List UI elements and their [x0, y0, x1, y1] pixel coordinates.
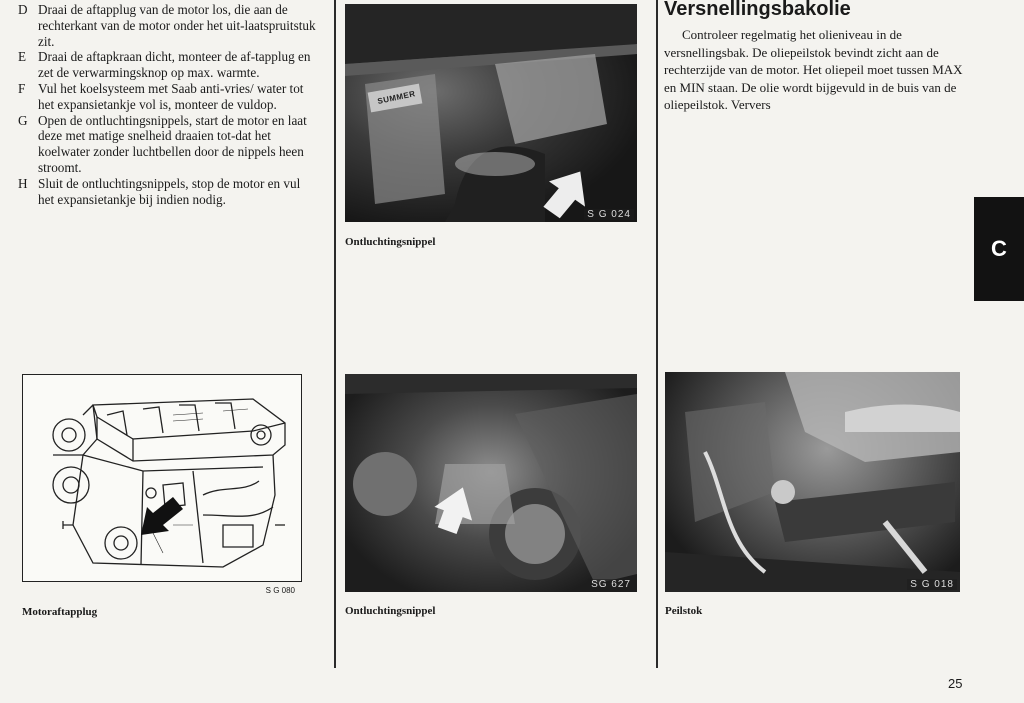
photo-bleed-nipple-top: [345, 4, 637, 222]
photo-scene: [345, 374, 637, 592]
step-text: Sluit de ontluchtingsnippels, stop de motor en vul het expansietankje bij indien nodig.: [38, 175, 301, 207]
step-letter: F: [18, 80, 26, 96]
step-letter: H: [18, 175, 28, 191]
photo-scene: [665, 372, 960, 592]
arrow-icon: [141, 497, 183, 535]
photo-top-caption: Ontluchtingsnippel: [345, 236, 436, 248]
figure-code: S G 018: [907, 579, 957, 590]
section-tab: C: [974, 197, 1024, 301]
steps-list: [18, 2, 318, 207]
photo-scene: [345, 4, 637, 222]
engine-drawing-caption: Motoraftapplug: [22, 606, 98, 618]
column-rule-left: [334, 0, 336, 668]
figure-code: S G 024: [584, 209, 634, 220]
step-letter: D: [18, 2, 28, 17]
page-number: 25: [948, 676, 963, 691]
step-e: [18, 49, 318, 81]
engine-illustration: [23, 375, 301, 581]
summer-label: SUMMER: [376, 89, 417, 106]
step-letter: G: [18, 112, 28, 128]
engine-drawing: [22, 374, 302, 595]
column-rule-right: [656, 0, 658, 668]
photo-bleed-nipple-bottom: [345, 374, 637, 592]
step-g: [18, 113, 318, 176]
step-letter: E: [18, 49, 27, 65]
step-h: [18, 176, 318, 208]
section-paragraph: Controleer regelmatig het olieniveau in de versnellingsbak. De oliepeilstok bevindt zicht aan de rechterzijde van de motor. Het oliepeil moet tussen MAX en MIN staan. De olie wordt bijgevuld in de buis van de oliepeilstok. Ververs: [664, 27, 963, 113]
step-f: [18, 81, 318, 113]
step-text: Vul het koelsysteem met Saab anti-vries/ water tot het expansietankje vol is, monteer de vuldop.: [38, 80, 304, 112]
step-text: Draai de aftapplug van de motor los, die aan de rechterkant van de motor onder het uit-laatspruitstuk zit.: [38, 2, 316, 49]
figure-code: S G 080: [265, 586, 295, 595]
figure-code: SG 627: [588, 579, 634, 590]
section-heading: Versnellingsbakolie: [664, 0, 851, 20]
photo-right-caption: Peilstok: [665, 605, 703, 617]
step-d: [18, 2, 318, 49]
photo-dipstick: [665, 372, 960, 592]
step-text: Open de ontluchtingsnippels, start de motor en laat deze met matige snelheid draaien tot-dat het koelwater zonder luchtbellen door de nippels heen stroomt.: [38, 112, 307, 175]
step-text: Draai de aftapkraan dicht, monteer de af-tapplug en zet de verwarmingsknop op max. warmte.: [38, 49, 311, 81]
photo-bottom-caption: Ontluchtingsnippel: [345, 605, 436, 617]
